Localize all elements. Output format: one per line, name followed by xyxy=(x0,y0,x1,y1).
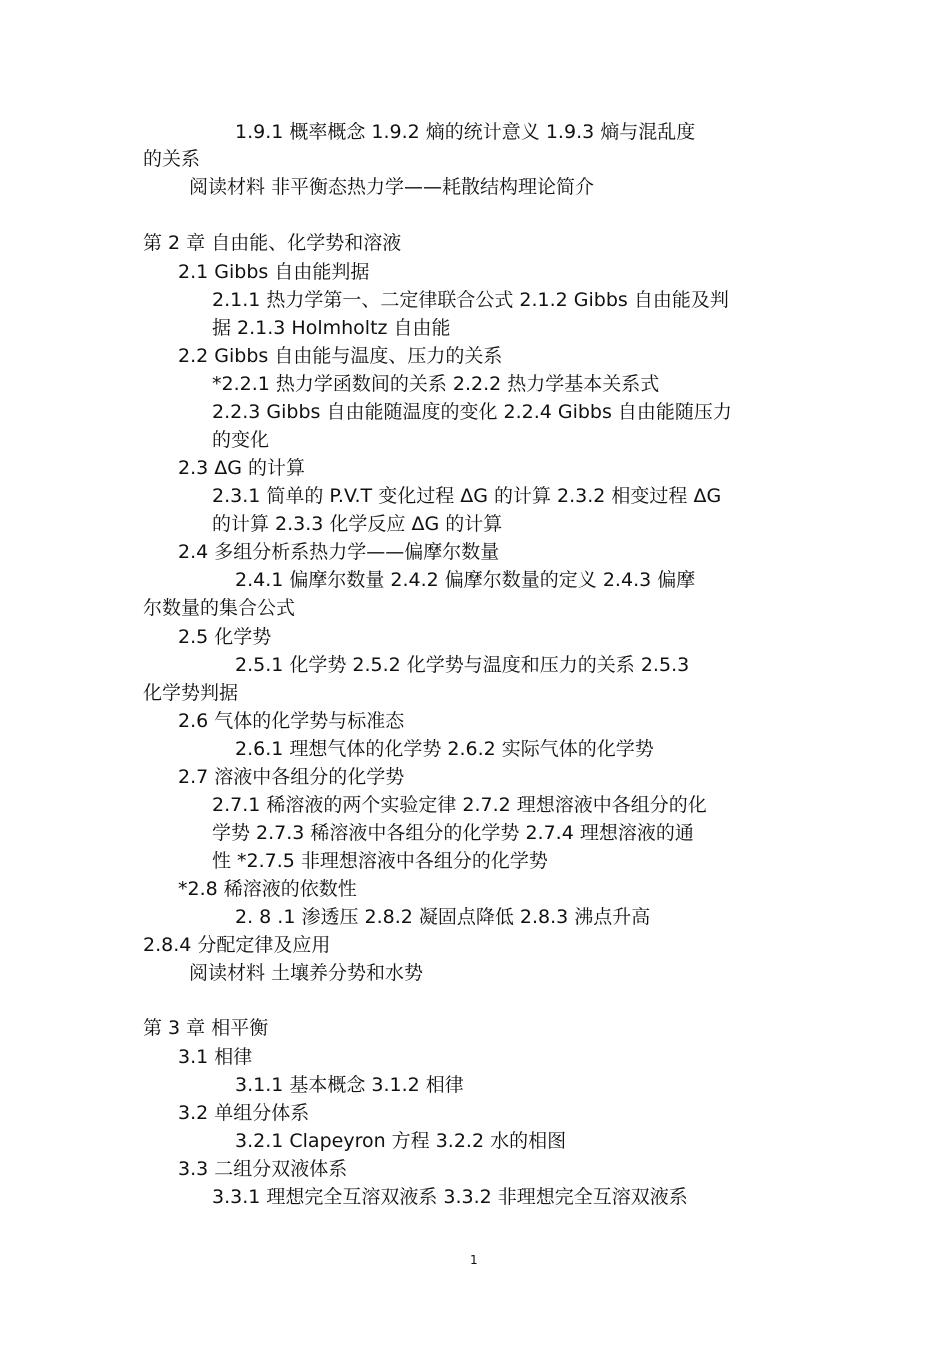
text-line: *2.2.1 热力学函数间的关系 2.2.2 热力学基本关系式 xyxy=(212,373,660,395)
chapter-heading: 第 3 章 相平衡 xyxy=(143,1017,269,1039)
text-line: 据 2.1.3 Holmholtz 自由能 xyxy=(212,317,451,339)
text-line: 3.2.1 Clapeyron 方程 3.2.2 水的相图 xyxy=(235,1130,567,1152)
section-heading: 2.6 气体的化学势与标准态 xyxy=(178,710,405,732)
section-heading: 2.7 溶液中各组分的化学势 xyxy=(178,766,405,788)
page-number: 1 xyxy=(470,1253,478,1267)
text-line: 的关系 xyxy=(143,148,201,170)
section-heading: 2.3 ΔG 的计算 xyxy=(178,457,306,479)
text-line: 2.5.1 化学势 2.5.2 化学势与温度和压力的关系 2.5.3 xyxy=(235,654,690,676)
text-line: 的计算 2.3.3 化学反应 ΔG 的计算 xyxy=(212,513,503,535)
text-line: 学势 2.7.3 稀溶液中各组分的化学势 2.7.4 理想溶液的通 xyxy=(212,822,694,844)
text-line: 2.2.3 Gibbs 自由能随温度的变化 2.2.4 Gibbs 自由能随压力 xyxy=(212,401,732,423)
text-line: 2.1.1 热力学第一、二定律联合公式 2.1.2 Gibbs 自由能及判 xyxy=(212,289,729,311)
section-heading: *2.8 稀溶液的依数性 xyxy=(178,878,357,900)
text-line: 2.3.1 简单的 P.V.T 变化过程 ΔG 的计算 2.3.2 相变过程 ΔG xyxy=(212,485,722,507)
text-line: 性 *2.7.5 非理想溶液中各组分的化学势 xyxy=(212,850,548,872)
text-line: 3.3.1 理想完全互溶双液系 3.3.2 非理想完全互溶双液系 xyxy=(212,1186,688,1208)
text-line: 阅读材料 非平衡态热力学——耗散结构理论简介 xyxy=(189,176,595,198)
text-line: 2.4.1 偏摩尔数量 2.4.2 偏摩尔数量的定义 2.4.3 偏摩 xyxy=(235,569,696,591)
section-heading: 2.1 Gibbs 自由能判据 xyxy=(178,261,370,283)
text-line: 2.7.1 稀溶液的两个实验定律 2.7.2 理想溶液中各组分的化 xyxy=(212,794,707,816)
text-line: 1.9.1 概率概念 1.9.2 熵的统计意义 1.9.3 熵与混乱度 xyxy=(235,121,696,143)
text-line: 2.8.4 分配定律及应用 xyxy=(143,934,331,956)
section-heading: 2.4 多组分析系热力学——偏摩尔数量 xyxy=(178,541,500,563)
text-line: 2.6.1 理想气体的化学势 2.6.2 实际气体的化学势 xyxy=(235,738,654,760)
section-heading: 2.5 化学势 xyxy=(178,626,272,648)
text-line: 尔数量的集合公式 xyxy=(143,597,296,619)
text-line: 3.1.1 基本概念 3.1.2 相律 xyxy=(235,1074,464,1096)
section-heading: 3.3 二组分双液体系 xyxy=(178,1158,348,1180)
text-line: 2. 8 .1 渗透压 2.8.2 凝固点降低 2.8.3 沸点升高 xyxy=(235,906,651,928)
section-heading: 3.1 相律 xyxy=(178,1046,253,1068)
text-line: 化学势判据 xyxy=(143,682,239,704)
text-line: 的变化 xyxy=(212,429,270,451)
text-line: 阅读材料 土壤养分势和水势 xyxy=(189,962,424,984)
section-heading: 3.2 单组分体系 xyxy=(178,1102,310,1124)
section-heading: 2.2 Gibbs 自由能与温度、压力的关系 xyxy=(178,345,503,367)
chapter-heading: 第 2 章 自由能、化学势和溶液 xyxy=(143,232,402,254)
